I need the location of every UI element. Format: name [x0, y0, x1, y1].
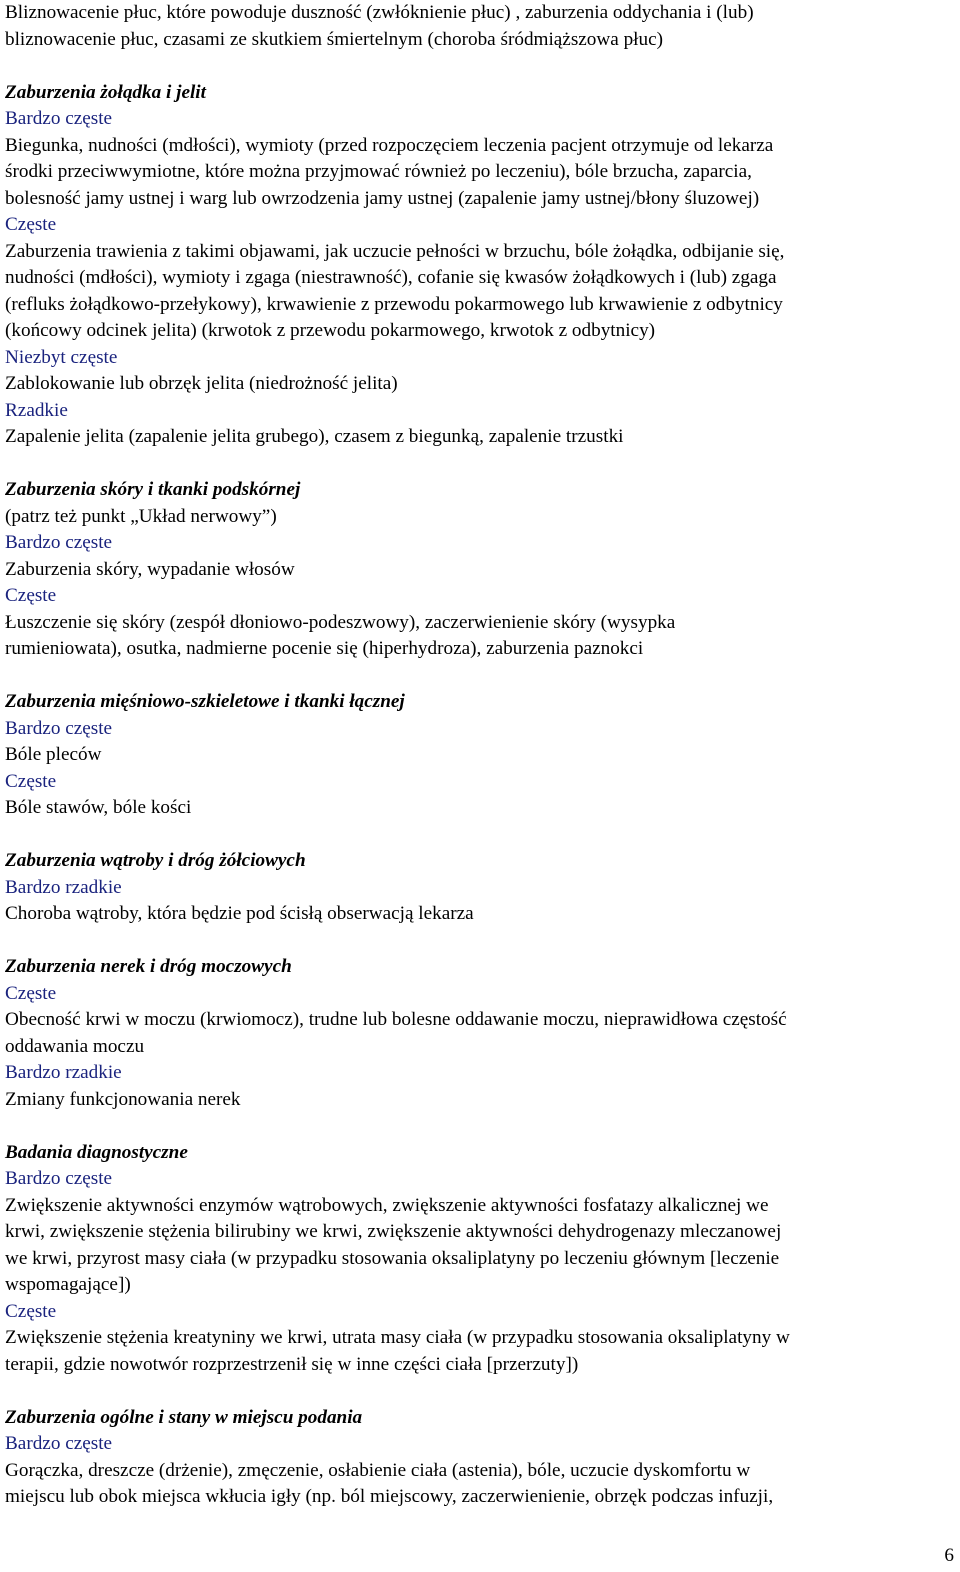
text-line: nudności (mdłości), wymioty i zgaga (niestrawność), cofanie się kwasów żołądkowych i (lub) zgaga	[5, 267, 777, 288]
frequency-label: Bardzo częste	[5, 1168, 113, 1189]
frequency-label: Bardzo częste	[5, 108, 113, 129]
paragraph-gap	[5, 1113, 955, 1140]
section-skin	[5, 477, 955, 663]
text-line: Zwiększenie aktywności enzymów wątrobowych, zwiększenie aktywności fosfatazy alkalicznej we	[5, 1194, 769, 1216]
frequency-label: Częste	[5, 982, 57, 1004]
text-line: we krwi, przyrost masy ciała (w przypadku stosowania oksaliplatyny po leczeniu głównym [leczenie	[5, 1247, 780, 1269]
section-heading: Zaburzenia żołądka i jelit	[5, 81, 206, 103]
text-line: Zaburzenia trawienia z takimi objawami, jak uczucie pełności w brzuchu, bóle żołądka, odbijanie się,	[5, 240, 785, 262]
paragraph-gap	[5, 663, 955, 690]
paragraph-gap	[5, 1378, 955, 1405]
text-line: środki przeciwwymiotne, które można przyjmować również po leczeniu), bóle brzucha, zaparcia,	[5, 161, 752, 182]
section-heading: Zaburzenia mięśniowo-szkieletowe i tkanki łącznej	[5, 691, 405, 712]
frequency-label: Częste	[5, 770, 57, 792]
frequency-label: Bardzo rzadkie	[5, 876, 122, 898]
frequency-label: Rzadkie	[5, 399, 68, 421]
frequency-label: Bardzo częste	[5, 1433, 113, 1454]
text-line: oddawania moczu	[5, 1035, 145, 1057]
frequency-label: Bardzo częste	[5, 717, 113, 739]
text-line: Obecność krwi w moczu (krwiomocz), trudne lub bolesne oddawanie moczu, nieprawidłowa częstość	[5, 1009, 787, 1030]
text-line: wspomagające])	[5, 1274, 131, 1295]
section-gastrointestinal	[5, 80, 955, 451]
paragraph-gap	[5, 53, 955, 80]
section-heading: Zaburzenia wątroby i dróg żółciowych	[5, 850, 306, 871]
section-heading: Zaburzenia nerek i dróg moczowych	[5, 956, 292, 977]
text-line: bolesność jamy ustnej i warg lub owrzodzenia jamy ustnej (zapalenie jamy ustnej/błony śluzowej)	[5, 187, 760, 209]
text-line: terapii, gdzie nowotwór rozprzestrzenił się w inne części ciała [przerzuty])	[5, 1353, 579, 1375]
text-line: Zaburzenia skóry, wypadanie włosów	[5, 558, 295, 580]
text-line: Bliznowacenie płuc, które powoduje duszność (zwłóknienie płuc) , zaburzenia oddychania i (lub)	[5, 2, 754, 23]
text-line: Zablokowanie lub obrzęk jelita (niedrożność jelita)	[5, 373, 398, 394]
section-general	[5, 1405, 955, 1511]
paragraph-gap	[5, 822, 955, 849]
text-line: Choroba wątroby, która będzie pod ścisłą obserwacją lekarza	[5, 903, 474, 924]
frequency-label: Niezbyt częste	[5, 346, 118, 368]
text-line: Biegunka, nudności (mdłości), wymioty (przed rozpoczęciem leczenia pacjent otrzymuje od lekarza	[5, 134, 774, 156]
text-line: bliznowacenie płuc, czasami ze skutkiem śmiertelnym (choroba śródmiąższowa płuc)	[5, 28, 663, 50]
frequency-label: Częste	[5, 1300, 57, 1322]
text-line: krwi, zwiększenie stężenia bilirubiny we krwi, zwiększenie aktywności dehydrogenazy mleczanowej	[5, 1221, 782, 1242]
section-heading: Badania diagnostyczne	[5, 1141, 188, 1163]
section-kidney	[5, 954, 955, 1113]
text-line: rumieniowata), osutka, nadmierne pocenie się (hiperhydroza), zaburzenia paznokci	[5, 638, 644, 659]
text-line: Bóle pleców	[5, 744, 102, 765]
section-heading: Zaburzenia skóry i tkanki podskórnej	[5, 479, 301, 500]
document-page	[5, 0, 955, 1511]
text-line: Gorączka, dreszcze (drżenie), zmęczenie, osłabienie ciała (astenia), bóle, uczucie dyskomfortu w	[5, 1459, 751, 1481]
section-diagnostics	[5, 1140, 955, 1379]
frequency-label: Częste	[5, 585, 57, 606]
text-line: Zwiększenie stężenia kreatyniny we krwi, utrata masy ciała (w przypadku stosowania oksaliplatyny w	[5, 1327, 790, 1348]
text-line: Łuszczenie się skóry (zespół dłoniowo-podeszwowy), zaczerwienienie skóry (wysypka	[5, 611, 676, 633]
section-note: (patrz też punkt „Układ nerwowy”)	[5, 505, 277, 527]
frequency-label: Bardzo częste	[5, 532, 113, 553]
frequency-label: Częste	[5, 214, 57, 235]
text-line: Zapalenie jelita (zapalenie jelita grubego), czasem z biegunką, zapalenie trzustki	[5, 426, 624, 447]
paragraph-gap	[5, 928, 955, 955]
text-line: Bóle stawów, bóle kości	[5, 797, 192, 818]
section-musculoskeletal	[5, 689, 955, 822]
text-line: (końcowy odcinek jelita) (krwotok z przewodu pokarmowego, krwotok z odbytnicy)	[5, 320, 656, 341]
paragraph-gap	[5, 451, 955, 478]
intro-paragraph	[5, 0, 955, 53]
section-heading: Zaburzenia ogólne i stany w miejscu podania	[5, 1406, 363, 1428]
text-line: miejscu lub obok miejsca wkłucia igły (np. ból miejscowy, zaczerwienienie, obrzęk podczas infuzji,	[5, 1486, 774, 1507]
page-number: 6	[944, 1545, 954, 1566]
text-line: (refluks żołądkowo-przełykowy), krwawienie z przewodu pokarmowego lub krwawienie z odbytnicy	[5, 293, 783, 315]
frequency-label: Bardzo rzadkie	[5, 1062, 122, 1083]
text-line: Zmiany funkcjonowania nerek	[5, 1088, 241, 1110]
section-liver	[5, 848, 955, 928]
